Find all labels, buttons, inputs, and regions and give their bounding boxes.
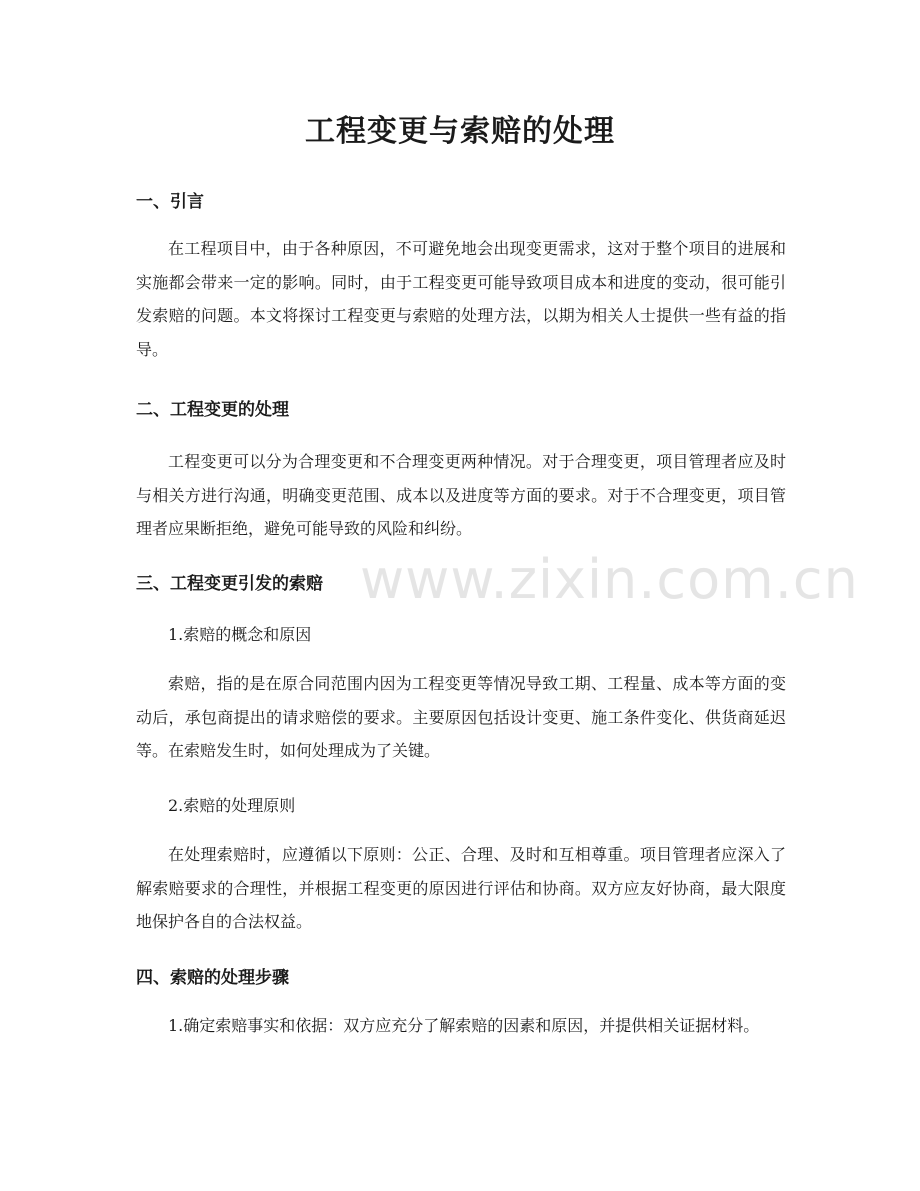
- document-title: 工程变更与索赔的处理: [305, 114, 615, 149]
- paragraph-claim-principles: 在处理索赔时，应遵循以下原则：公正、合理、及时和互相尊重。项目管理者应深入了解索赔要求的合理性，并根据工程变更的原因进行评估和协商。双方应友好协商，最大限度地保护各自的合法权益。: [136, 845, 786, 931]
- section-heading-change-handling: 二、工程变更的处理: [136, 400, 289, 420]
- section-paragraph-change-handling: 工程变更可以分为合理变更和不合理变更两种情况。对于合理变更，项目管理者应及时与相关方进行沟通，明确变更范围、成本以及进度等方面的要求。对于不合理变更，项目管理者应果断拒绝，避免可能导致的风险和纠纷。: [136, 452, 786, 538]
- watermark: www.zixin.com.cn: [360, 548, 859, 611]
- subheading-claim-concept: 1.索赔的概念和原因: [168, 625, 312, 644]
- section-heading-claim-steps: 四、索赔的处理步骤: [136, 968, 289, 988]
- section-heading-claims: 三、工程变更引发的索赔: [136, 574, 323, 594]
- section-heading-intro: 一、引言: [136, 192, 204, 212]
- section-paragraph-intro: 在工程项目中，由于各种原因，不可避免地会出现变更需求，这对于整个项目的进展和实施都会带来一定的影响。同时，由于工程变更可能导致项目成本和进度的变动，很可能引发索赔的问题。本文将探讨工程变更与索赔的处理方法，以期为相关人士提供一些有益的指导。: [136, 239, 786, 359]
- paragraph-claim-concept: 索赔，指的是在原合同范围内因为工程变更等情况导致工期、工程量、成本等方面的变动后，承包商提出的请求赔偿的要求。主要原因包括设计变更、施工条件变化、供货商延迟等。在索赔发生时，如何处理成为了关键。: [136, 674, 786, 760]
- subheading-claim-principles: 2.索赔的处理原则: [168, 796, 296, 815]
- section-paragraph-claim-steps: 1.确定索赔事实和依据：双方应充分了解索赔的因素和原因，并提供相关证据材料。: [168, 1016, 760, 1035]
